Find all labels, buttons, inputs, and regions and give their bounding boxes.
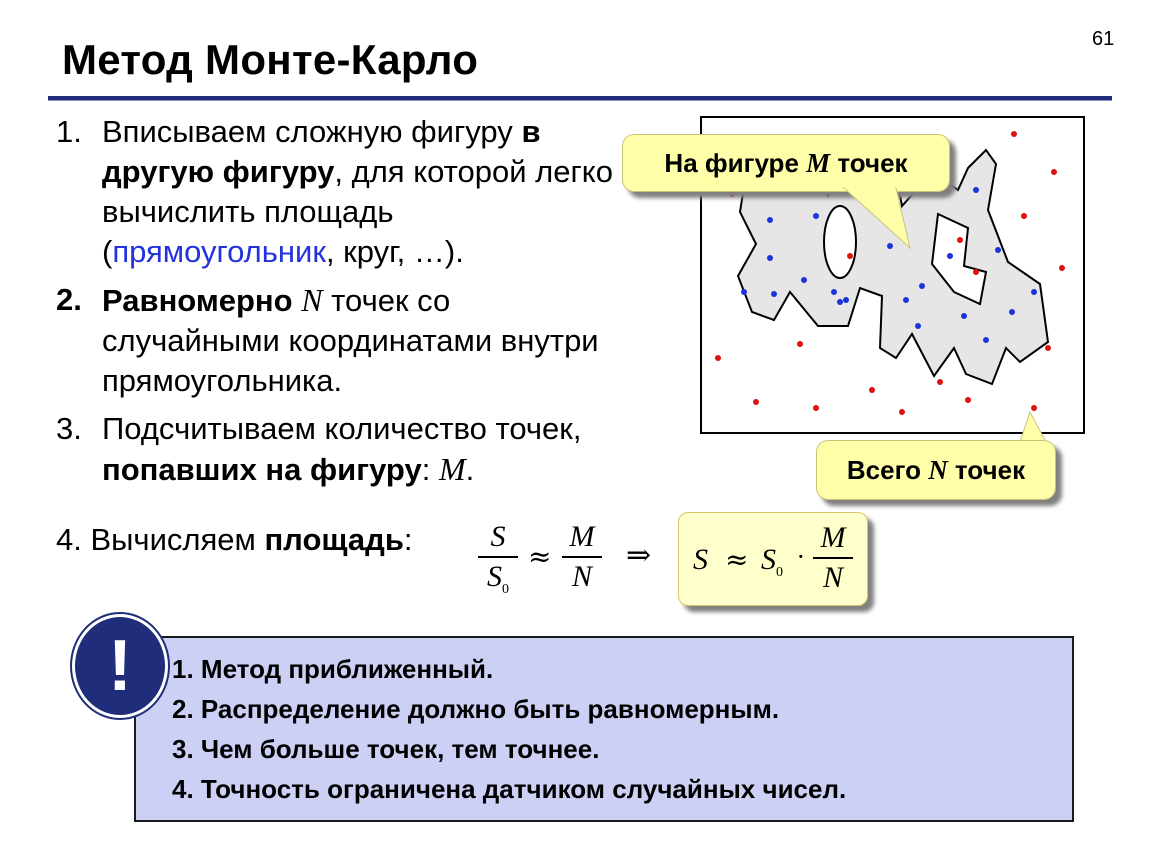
point-outside	[847, 253, 853, 259]
callout-pointer-top	[840, 186, 920, 252]
step-3	[56, 409, 616, 490]
step-number: 1.	[56, 114, 82, 149]
step-number: 3.	[56, 411, 82, 446]
point-outside	[899, 409, 905, 415]
implies-arrow: ⇒	[626, 538, 652, 573]
approx-sign: ≈	[528, 540, 552, 573]
point-inside	[947, 253, 953, 259]
point-outside	[753, 399, 759, 405]
point-inside	[919, 283, 925, 289]
step-text: , для которой легко вычислить площадь (	[102, 154, 613, 269]
exclamation-icon: !	[72, 614, 168, 718]
step-bold-text: попавших на фигуру	[102, 452, 422, 487]
rectangle-word: прямоугольник	[112, 234, 326, 269]
page-number: 61	[1092, 28, 1115, 50]
denominator-n: N	[571, 560, 592, 593]
step-number: 2.	[56, 282, 82, 317]
step-text: , круг, …).	[325, 234, 464, 269]
step-text: :	[421, 452, 439, 487]
point-inside	[837, 299, 843, 305]
callout-text: Всего	[846, 455, 929, 485]
step-text: Вычисляем	[81, 522, 265, 557]
point-outside	[965, 397, 971, 403]
point-inside	[995, 247, 1001, 253]
approx-sign: ≈	[725, 543, 749, 576]
step-text: .	[465, 452, 475, 487]
step-text: Подсчитываем количество точек,	[102, 411, 582, 446]
step-text: Вписываем сложную фигуру	[102, 114, 522, 149]
fraction-s-over-s0	[478, 520, 518, 607]
step-1	[56, 112, 616, 272]
point-inside	[767, 255, 773, 261]
point-outside	[1051, 169, 1057, 175]
fraction-bar	[813, 557, 853, 559]
step-number: 4.	[56, 522, 82, 557]
callout-on-figure	[622, 134, 950, 192]
callout-text: На фигуре	[664, 148, 807, 178]
point-outside	[1011, 131, 1017, 137]
variable-m: M	[806, 148, 831, 178]
point-inside	[903, 297, 909, 303]
point-inside	[767, 217, 773, 223]
step-4	[56, 520, 413, 560]
numerator-m: M	[569, 520, 595, 553]
point-outside	[973, 269, 979, 275]
note-item: 1. Метод приближенный.	[172, 654, 494, 684]
note-item: 3. Чем больше точек, тем точнее.	[172, 734, 600, 764]
step-bold-text: Равномерно	[102, 283, 302, 318]
point-inside	[1031, 289, 1037, 295]
point-inside	[915, 323, 921, 329]
point-inside	[843, 297, 849, 303]
point-outside	[715, 355, 721, 361]
denominator-n: N	[822, 561, 843, 594]
title-divider	[48, 96, 1112, 101]
fraction-bar	[478, 556, 518, 558]
note-item: 2. Распределение должно быть равномерным.	[172, 694, 780, 724]
point-inside	[1009, 309, 1015, 315]
callout-pointer-bottom	[990, 408, 1050, 444]
multiply-dot: ·	[797, 543, 805, 571]
numerator-s: S	[490, 520, 506, 553]
point-inside	[813, 213, 819, 219]
step-2	[56, 280, 616, 401]
point-inside	[801, 277, 807, 283]
steps-list	[56, 112, 616, 490]
note-item: 4. Точность ограничена датчиком случайных чисел.	[172, 774, 847, 804]
variable-m: M	[438, 451, 466, 487]
result-s: S	[693, 543, 708, 576]
point-outside	[1045, 345, 1051, 351]
point-inside	[741, 289, 747, 295]
point-inside	[983, 337, 989, 343]
step-bold-text: площадь	[264, 522, 404, 557]
point-outside	[957, 237, 963, 243]
step-text: точек со случайными координатами внутри прямоугольника.	[102, 283, 599, 398]
slide-title: Метод Монте-Карло	[62, 36, 479, 83]
callout-text: точек	[830, 148, 908, 178]
point-outside	[1021, 213, 1027, 219]
fraction-bar	[562, 556, 602, 558]
point-outside	[1059, 265, 1065, 271]
fraction-m-over-n	[813, 521, 853, 595]
step-bold-text: в другую фигуру	[102, 114, 541, 189]
denominator-s0: $S_0$	[487, 560, 509, 597]
point-inside	[771, 291, 777, 297]
notes-box	[134, 636, 1074, 822]
callout-total	[816, 440, 1056, 500]
point-outside	[937, 379, 943, 385]
point-inside	[973, 187, 979, 193]
fraction-m-over-n	[562, 520, 602, 594]
result-s0: $S_0$	[761, 543, 783, 580]
point-outside	[869, 387, 875, 393]
point-outside	[813, 405, 819, 411]
variable-n: N	[301, 282, 323, 318]
point-outside	[797, 341, 803, 347]
result-formula-box	[678, 512, 868, 606]
step-text: :	[403, 522, 413, 557]
point-inside	[961, 313, 967, 319]
callout-text: точек	[947, 455, 1026, 485]
variable-n: N	[928, 455, 948, 485]
numerator-m: M	[820, 521, 846, 554]
point-inside	[831, 289, 837, 295]
